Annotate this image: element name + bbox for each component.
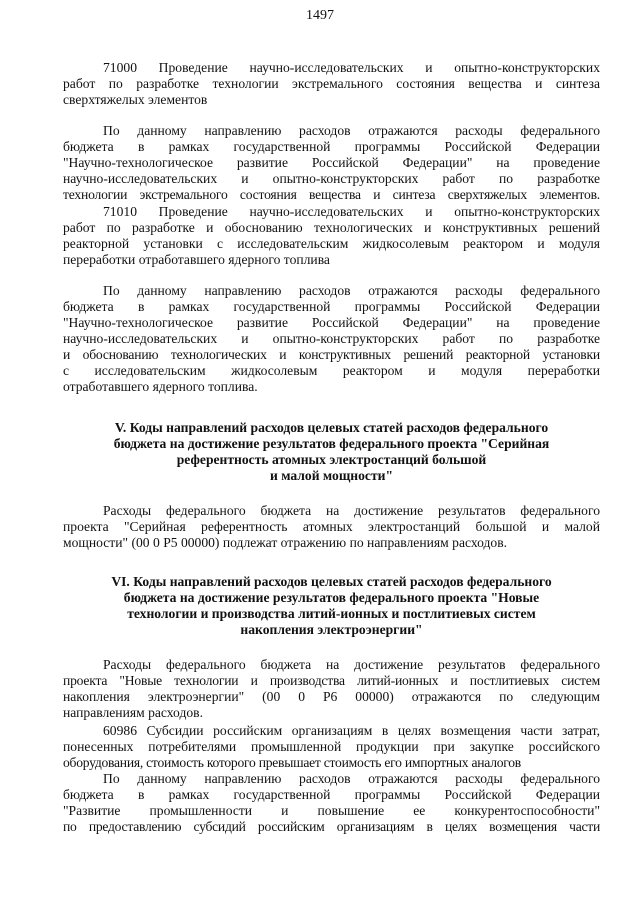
text-line: Расходы федерального бюджета на достижение результатов федерального [103,657,600,672]
text-line: по предоставлению субсидий российским организациям в целях возмещения части [63,819,600,834]
text-line: сверхтяжелых элементов [63,92,208,107]
text-line: оборудования, стоимость которого превышает стоимость его импортных аналогов [63,755,521,770]
text-line: проекта "Серийная референтность атомных электростанций большой и малой [63,519,600,534]
text-line: накопления электроэнергии" (00 0 Р6 00000) отражаются по следующим [63,689,600,704]
text-line: отработавшего ядерного топлива. [63,379,258,394]
text-line: мощности" (00 0 Р5 00000) подлежат отражению по направлениям расходов. [63,535,508,550]
section-title-line: накопления электроэнергии" [240,622,423,637]
section-title-line: V. Коды направлений расходов целевых статей расходов федерального [114,420,549,435]
text-line: работ по разработке технологии экстремального состояния вещества и синтеза [63,76,600,91]
item-60986-heading [63,723,600,771]
text-line: По данному направлению расходов отражаются расходы федерального [103,283,600,298]
section-vi-body [63,657,600,721]
text-line: и обоснованию технологических и конструктивных решений реакторной установки [63,347,600,362]
text-line: с исследовательским жидкосолевым реактором и модуля переработки [63,363,600,378]
text-line: реакторной установки с исследовательским жидкосолевым реактором и модуля [63,236,600,251]
text-line: "Развитие промышленности и повышение ее конкурентоспособности" [63,803,600,818]
section-title-line: и малой мощности" [269,468,394,483]
section-v-title [63,420,600,484]
text-line: 71010 Проведение научно-исследовательских и опытно-конструкторских [103,204,600,219]
text-line: проекта "Новые технологии и производства литий-ионных и постлитиевых систем [63,673,600,688]
text-line: бюджета в рамках государственной программы Российской Федерации [63,299,600,314]
text-line: 60986 Субсидии российским организациям в целях возмещения части затрат, [103,723,600,738]
text-line: технологии экстремального состояния вещества и синтеза сверхтяжелых элементов. [63,187,600,202]
text-line: научно-исследовательских и опытно-конструкторских работ по разработке [63,331,600,346]
section-title-line: VI. Коды направлений расходов целевых статей расходов федерального [111,574,552,589]
text-line: "Научно-технологическое развитие Российской Федерации" на проведение [63,155,600,170]
section-title-line: референтность атомных электростанций большой [176,452,487,467]
text-line: 71000 Проведение научно-исследовательских и опытно-конструкторских [103,60,600,75]
section-71000-heading [63,60,600,108]
section-title-line: бюджета на достижение результатов федерального проекта "Серийная [113,436,550,451]
text-line: По данному направлению расходов отражаются расходы федерального [103,771,600,786]
section-v-body [63,503,600,551]
section-title-line: технологии и производства литий-ионных и постлитиевых систем [127,606,536,621]
text-line: Расходы федерального бюджета на достижение результатов федерального [103,503,600,518]
item-60986-body [63,771,600,835]
page-number: 1497 [306,8,334,23]
text-line: научно-исследовательских и опытно-конструкторских работ по разработке [63,171,600,186]
section-71010-heading [63,204,600,268]
text-line: понесенных потребителями промышленной продукции при закупке российского [63,739,600,754]
text-line: бюджета в рамках государственной программы Российской Федерации [63,787,600,802]
section-71000-body [63,123,600,203]
text-line: переработки отработавшего ядерного топлива [63,252,330,267]
text-line: направлениям расходов. [63,705,203,720]
text-line: "Научно-технологическое развитие Российской Федерации" на проведение [63,315,600,330]
section-71010-body [63,283,600,395]
section-title-line: бюджета на достижение результатов федерального проекта "Новые [123,590,540,605]
text-line: работ по разработке и обоснованию технологических и конструктивных решений [63,220,600,235]
section-vi-title [63,574,600,638]
text-line: По данному направлению расходов отражаются расходы федерального [103,123,600,138]
text-line: бюджета в рамках государственной программы Российской Федерации [63,139,600,154]
